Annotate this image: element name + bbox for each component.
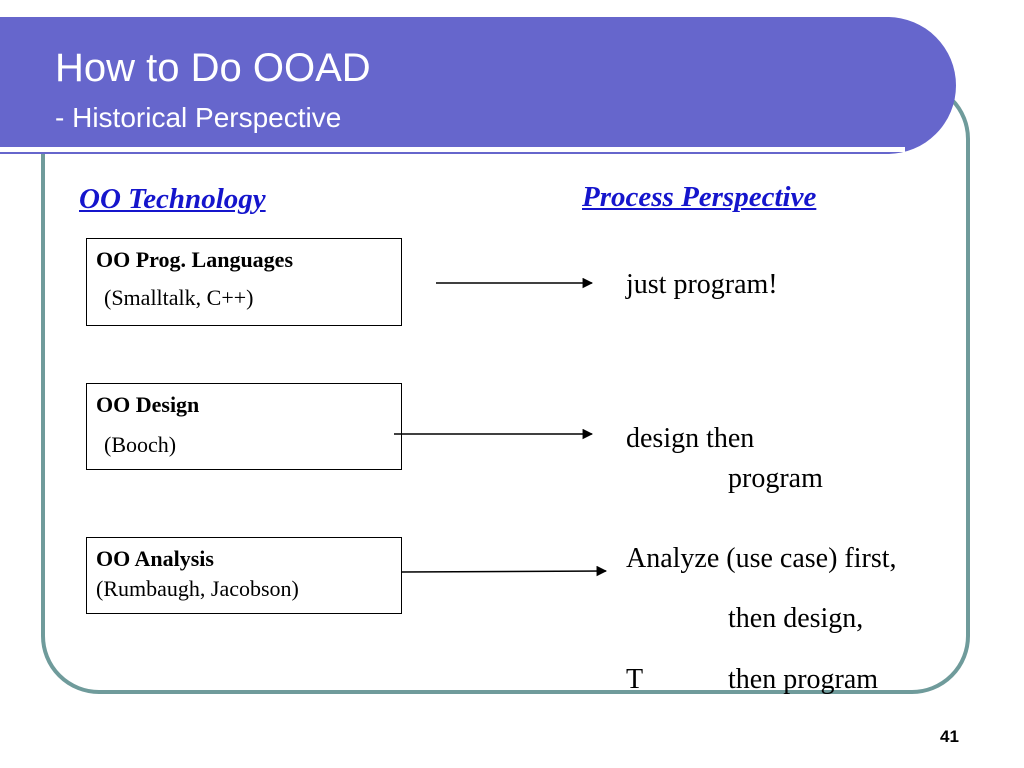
- process-program: program: [728, 463, 823, 494]
- process-analyze-first: Analyze (use case) first,: [626, 543, 897, 574]
- oo-technology-heading: OO Technology: [79, 183, 266, 215]
- process-then-program: then program: [728, 664, 879, 695]
- page-number: 41: [940, 727, 959, 746]
- tech-examples: (Rumbaugh, Jacobson): [96, 576, 299, 601]
- tech-name: OO Analysis: [96, 546, 214, 571]
- tech-examples: (Smalltalk, C++): [104, 285, 254, 310]
- process-just-program: just program!: [626, 269, 778, 300]
- process-design-then: design then: [626, 423, 755, 454]
- slide-subtitle: - Historical Perspective: [55, 102, 342, 133]
- tech-examples: (Booch): [104, 432, 177, 457]
- process-stray-t: T: [626, 664, 644, 695]
- process-then-design: then design,: [728, 603, 864, 634]
- arrow-analysis-to-process: [402, 571, 606, 572]
- tech-name: OO Design: [96, 392, 200, 417]
- tech-name: OO Prog. Languages: [96, 247, 294, 272]
- process-perspective-heading: Process Perspective: [582, 181, 817, 213]
- slide-title: How to Do OOAD: [55, 46, 371, 90]
